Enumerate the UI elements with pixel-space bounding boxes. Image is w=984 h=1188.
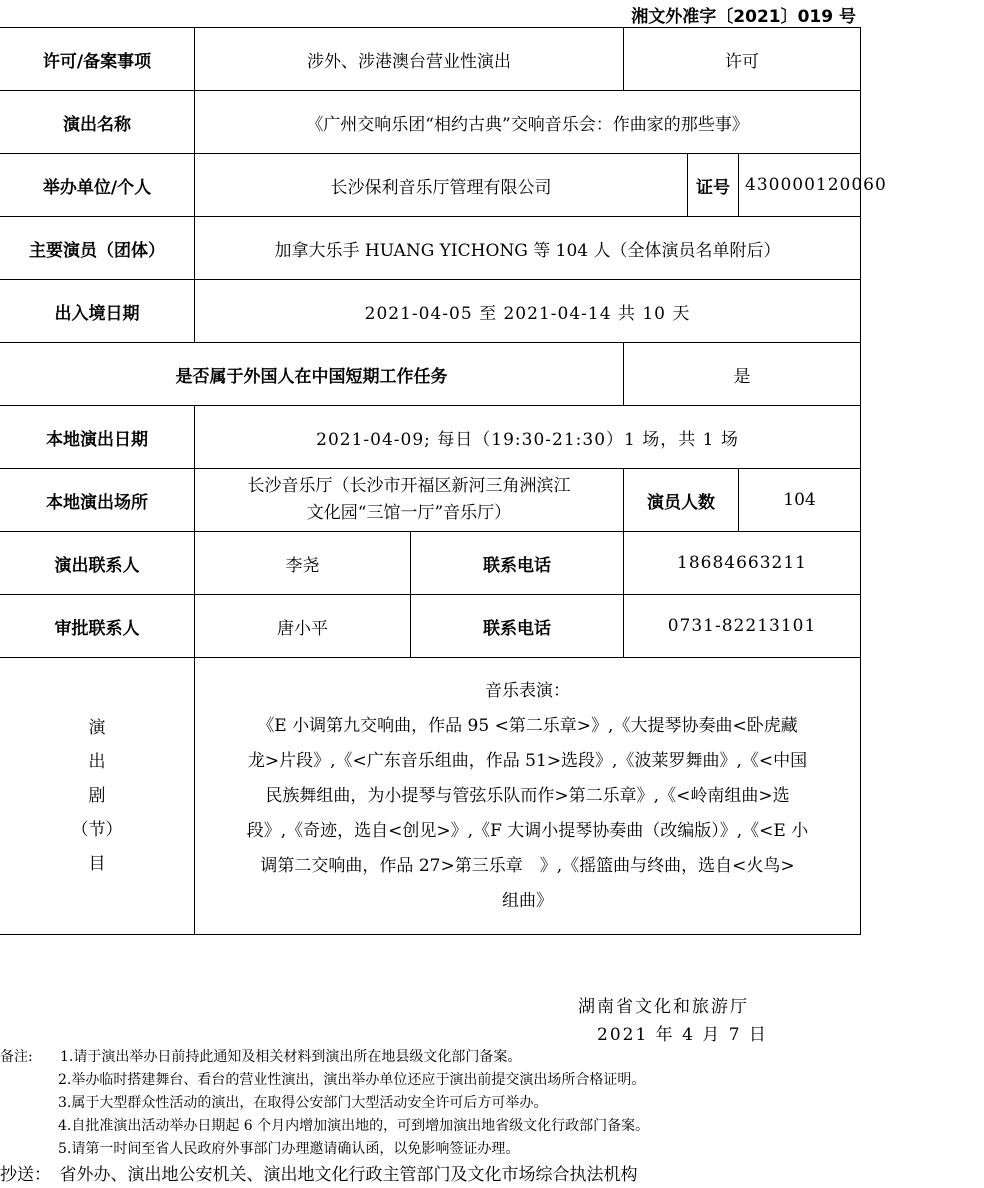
name-label: 演出名称 [0, 91, 195, 154]
issuing-authority: 湖南省文化和旅游厅 [578, 997, 749, 1017]
cert-label: 证号 [688, 154, 739, 217]
program-line: 《E 小调第九交响曲，作品 95 <第二乐章>》,《大提琴协奏曲<卧虎藏 [257, 715, 798, 736]
row-local-date [0, 406, 861, 469]
permit-value: 涉外、涉港澳台营业性演出 [195, 28, 624, 91]
organizer-value: 长沙保利音乐厅管理有限公司 [195, 154, 688, 217]
note-item: 4.自批准演出活动举办日期起 6 个月内增加演出地的，可到增加演出地省级文化行政部门备案。 [58, 1118, 650, 1134]
program-line: 调第二交响曲，作品 27>第三乐章 》,《摇篮曲与终曲，选自<火鸟> [260, 855, 795, 876]
local-date-label: 本地演出日期 [0, 406, 195, 469]
row-approver [0, 595, 861, 658]
count-value: 104 [739, 469, 861, 532]
contact-phone-label: 联系电话 [411, 532, 624, 595]
local-date-value: 2021-04-09; 每日（19:30-21:30）1 场，共 1 场 [195, 406, 861, 469]
venue-label: 本地演出场所 [0, 469, 195, 532]
row-performance-name [0, 91, 861, 154]
contact-value: 李尧 [195, 532, 411, 595]
venue-value [195, 469, 624, 532]
program-label-char: 出 [88, 752, 106, 772]
program-content [195, 658, 861, 935]
contact-phone: 18684663211 [624, 532, 861, 595]
approver-label: 审批联系人 [0, 595, 195, 658]
permit-type: 许可 [624, 28, 861, 91]
program-line: 龙>片段》,《<广东音乐组曲，作品 51>选段》,《波莱罗舞曲》,《<中国 [247, 750, 808, 771]
cert-value: 430000120060 [739, 154, 861, 217]
count-label: 演员人数 [624, 469, 739, 532]
program-line: 组曲》 [502, 890, 554, 911]
entry-value: 2021-04-05 至 2021-04-14 共 10 天 [195, 280, 861, 343]
cc-line: 抄送： 省外办、演出地公安机关、演出地文化行政主管部门及文化市场综合执法机构 [0, 1165, 638, 1185]
permit-table [0, 27, 887, 935]
permit-label: 许可/备案事项 [0, 28, 195, 91]
short-term-value: 是 [624, 343, 861, 406]
program-line: 民族舞组曲，为小提琴与管弦乐队而作>第二乐章》,《<岭南组曲>选 [265, 785, 790, 806]
row-program [0, 658, 861, 935]
approver-phone: 0731-82213101 [624, 595, 861, 658]
row-performers [0, 217, 861, 280]
notes-head: 备注: [0, 1049, 33, 1065]
row-venue [0, 469, 861, 532]
program-label-char: 目 [88, 854, 106, 874]
document-number: 湘文外准字〔2021〕019 号 [631, 7, 856, 27]
note-item: 5.请第一时间至省人民政府外事部门办理邀请确认函，以免影响签证办理。 [58, 1141, 520, 1157]
program-label [0, 658, 195, 935]
program-label-char: 演 [88, 718, 106, 738]
approver-phone-label: 联系电话 [411, 595, 624, 658]
program-label-char: 剧 [88, 786, 106, 806]
short-term-label: 是否属于外国人在中国短期工作任务 [0, 343, 624, 406]
issue-date: 2021 年 4 月 7 日 [597, 1025, 768, 1045]
venue-line-1: 长沙音乐厅（长沙市开福区新河三角洲滨江 [247, 476, 571, 496]
row-permit-type [0, 28, 861, 91]
entry-label: 出入境日期 [0, 280, 195, 343]
note-item: 2.举办临时搭建舞台、看台的营业性演出，演出举办单位还应于演出前提交演出场所合格证明。 [58, 1072, 646, 1088]
organizer-label: 举办单位/个人 [0, 154, 195, 217]
row-contact [0, 532, 861, 595]
row-organizer [0, 154, 861, 217]
performers-value: 加拿大乐手 HUANG YICHONG 等 104 人（全体演员名单附后） [195, 217, 861, 280]
contact-label: 演出联系人 [0, 532, 195, 595]
venue-line-2: 文化园“三馆一厅”音乐厅） [306, 503, 512, 523]
program-heading: 音乐表演： [485, 680, 571, 701]
name-value: 《广州交响乐团“相约古典”交响音乐会：作曲家的那些事》 [195, 91, 861, 154]
note-item: 3.属于大型群众性活动的演出，在取得公安部门大型活动安全许可后方可举办。 [58, 1095, 548, 1111]
approver-value: 唐小平 [195, 595, 411, 658]
row-entry-dates [0, 280, 861, 343]
note-item: 备注: 1.请于演出举办日前持此通知及相关材料到演出所在地县级文化部门备案。 [0, 1046, 649, 1069]
row-short-term-work [0, 343, 861, 406]
performers-label: 主要演员（团体） [0, 217, 195, 280]
program-label-char: （节） [71, 820, 123, 840]
notes-section [0, 1046, 649, 1161]
program-line: 段》,《奇迹，选自<创见>》,《F 大调小提琴协奏曲（改编版）》,《<E 小 [246, 820, 809, 841]
